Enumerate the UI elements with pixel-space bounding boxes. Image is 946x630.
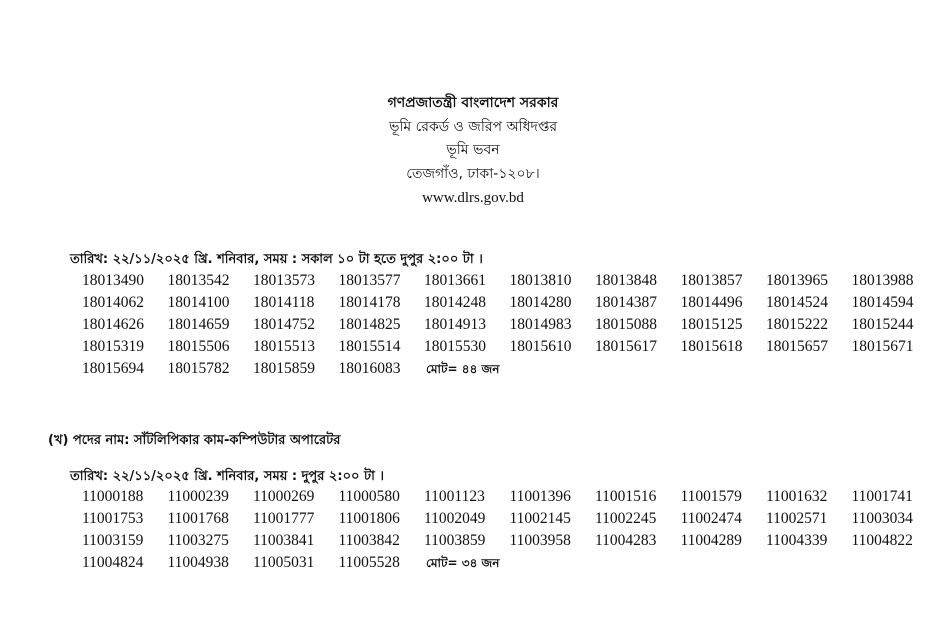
section1-roll-grid — [82, 270, 937, 380]
roll-number: 18015671 — [851, 338, 914, 355]
roll-number: 11005528 — [338, 554, 400, 571]
roll-number: 11001741 — [851, 488, 913, 505]
roll-number: 11001632 — [766, 488, 828, 505]
roll-number: 11002245 — [595, 510, 657, 527]
roll-number: 18015610 — [509, 338, 572, 355]
building-name: ভূমি ভবন — [446, 142, 500, 158]
roll-number: 18014983 — [509, 316, 572, 333]
roll-number: 18014387 — [595, 294, 657, 311]
roll-number: 11000239 — [167, 488, 229, 505]
roll-number: 18013490 — [82, 272, 144, 289]
roll-number: 11001396 — [509, 488, 571, 505]
total-count: মোট= ৪৪ জন — [426, 362, 500, 376]
roll-number: 11005031 — [253, 554, 315, 571]
roll-number: 18013857 — [680, 272, 743, 289]
roll-number: 11004283 — [595, 532, 657, 549]
roll-number: 18014913 — [424, 316, 486, 333]
roll-number: 18014825 — [338, 316, 401, 333]
govt-name: গণপ্রজাতন্ত্রী বাংলাদেশ সরকার — [387, 95, 559, 111]
roll-number: 11000188 — [82, 488, 144, 505]
roll-number: 11001123 — [424, 488, 485, 505]
roll-number: 18014626 — [82, 316, 144, 333]
roll-number: 18015222 — [766, 316, 828, 333]
roll-number: 18015618 — [680, 338, 743, 355]
roll-number: 11003159 — [82, 532, 144, 549]
roll-number: 11001777 — [253, 510, 315, 527]
roll-number: 18014594 — [851, 294, 914, 311]
roll-number: 18014524 — [766, 294, 828, 311]
roll-number: 18014100 — [167, 294, 230, 311]
roll-number: 11004289 — [680, 532, 742, 549]
roll-number: 18013988 — [851, 272, 914, 289]
roll-number: 11004822 — [851, 532, 913, 549]
roll-number: 18014178 — [338, 294, 401, 311]
roll-number: 18014248 — [424, 294, 486, 311]
roll-number: 11001579 — [680, 488, 742, 505]
office-address: তেজগাঁও, ঢাকা-১২০৮। — [406, 165, 540, 182]
roll-number: 18014118 — [253, 294, 315, 311]
roll-number: 18016083 — [338, 360, 401, 377]
section1-date-line: তারিখ: ২২/১১/২০২৫ খ্রি. শনিবার, সময় : সকাল ১০ টা হতে দুপুর ২:০০ টা । — [70, 252, 483, 267]
department-name: ভূমি রেকর্ড ও জরিপ অধিদপ্তর — [388, 118, 558, 135]
roll-number: 11002145 — [509, 510, 571, 527]
roll-number: 18013573 — [253, 272, 315, 289]
section2-date-line: তারিখ: ২২/১১/২০২৫ খ্রি. শনিবার, সময় : দুপুর ২:০০ টা । — [70, 469, 385, 484]
roll-number: 18015514 — [338, 338, 401, 355]
roll-number: 18015088 — [595, 316, 657, 333]
section2-post-title: (খ) পদের নাম: সাঁটলিপিকার কাম-কম্পিউটার অপারেটর — [48, 433, 341, 448]
roll-number: 11002474 — [680, 510, 742, 527]
roll-number: 11003859 — [424, 532, 486, 549]
roll-number: 18015694 — [82, 360, 144, 377]
roll-number: 18014752 — [253, 316, 315, 333]
roll-number: 11000269 — [253, 488, 315, 505]
roll-number: 18015125 — [680, 316, 743, 333]
roll-number: 11001516 — [595, 488, 657, 505]
roll-number: 18015530 — [424, 338, 486, 355]
roll-number: 18015617 — [595, 338, 657, 355]
roll-number: 18013542 — [167, 272, 230, 289]
roll-number: 11002571 — [766, 510, 828, 527]
roll-number: 18015319 — [82, 338, 144, 355]
roll-number: 11001753 — [82, 510, 144, 527]
roll-number: 18015244 — [851, 316, 914, 333]
roll-number: 18013810 — [509, 272, 572, 289]
roll-number: 11004938 — [167, 554, 229, 571]
roll-number: 18013965 — [766, 272, 828, 289]
total-count: মোট= ৩৪ জন — [426, 556, 500, 570]
roll-number: 11002049 — [424, 510, 486, 527]
office-header — [0, 92, 946, 210]
roll-number: 18015506 — [167, 338, 230, 355]
roll-number: 11001806 — [338, 510, 400, 527]
website-url: www.dlrs.gov.bd — [422, 190, 524, 206]
roll-number: 18015513 — [253, 338, 315, 355]
roll-number: 11003034 — [851, 510, 913, 527]
roll-number: 11001768 — [167, 510, 229, 527]
roll-number: 18015859 — [253, 360, 315, 377]
roll-number: 18014062 — [82, 294, 144, 311]
roll-number: 11004824 — [82, 554, 144, 571]
roll-number: 18015657 — [766, 338, 828, 355]
roll-number: 18014496 — [680, 294, 743, 311]
section2-roll-grid — [82, 486, 937, 574]
roll-number: 11003841 — [253, 532, 315, 549]
roll-number: 18013577 — [338, 272, 401, 289]
roll-number: 18014280 — [509, 294, 572, 311]
roll-number: 11003275 — [167, 532, 229, 549]
roll-number: 11003958 — [509, 532, 571, 549]
roll-number: 18013661 — [424, 272, 486, 289]
roll-number: 11004339 — [766, 532, 828, 549]
roll-number: 18014659 — [167, 316, 230, 333]
roll-number: 11003842 — [338, 532, 400, 549]
roll-number: 18013848 — [595, 272, 657, 289]
roll-number: 18015782 — [167, 360, 230, 377]
roll-number: 11000580 — [338, 488, 400, 505]
